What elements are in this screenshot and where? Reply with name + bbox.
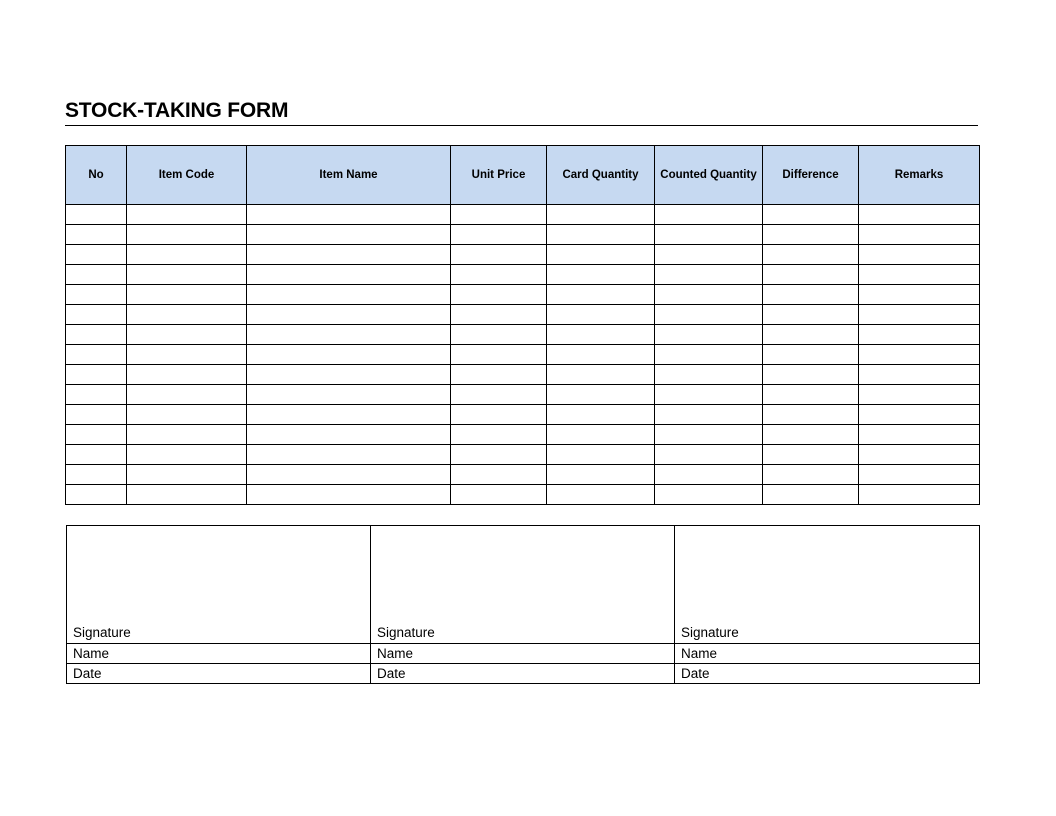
header-item-name: Item Name [247, 146, 451, 205]
table-cell[interactable] [655, 485, 763, 505]
table-cell[interactable] [547, 245, 655, 265]
table-row [66, 485, 980, 505]
header-difference: Difference [763, 146, 859, 205]
table-row [66, 425, 980, 445]
table-cell[interactable] [247, 325, 451, 345]
header-counted-quantity: Counted Quantity [655, 146, 763, 205]
header-remarks: Remarks [859, 146, 980, 205]
table-cell[interactable] [859, 425, 980, 445]
name-cell[interactable]: Name [371, 644, 675, 664]
table-cell[interactable] [127, 225, 247, 245]
table-cell[interactable] [66, 485, 127, 505]
table-cell[interactable] [66, 425, 127, 445]
table-cell[interactable] [247, 365, 451, 385]
table-cell[interactable] [547, 285, 655, 305]
table-cell[interactable] [247, 405, 451, 425]
table-cell[interactable] [66, 445, 127, 465]
table-cell[interactable] [547, 485, 655, 505]
table-cell[interactable] [763, 245, 859, 265]
table-cell[interactable] [247, 485, 451, 505]
table-cell[interactable] [127, 285, 247, 305]
signature-row [67, 526, 980, 644]
table-cell[interactable] [763, 425, 859, 445]
table-cell[interactable] [655, 405, 763, 425]
table-cell[interactable] [451, 465, 547, 485]
table-cell[interactable] [66, 225, 127, 245]
table-cell[interactable] [547, 325, 655, 345]
date-cell[interactable]: Date [67, 664, 371, 684]
table-cell[interactable] [451, 485, 547, 505]
table-cell[interactable] [655, 205, 763, 225]
table-cell[interactable] [547, 265, 655, 285]
title-divider [65, 125, 978, 126]
table-cell[interactable] [66, 365, 127, 385]
table-cell[interactable] [859, 285, 980, 305]
table-row [66, 445, 980, 465]
table-cell[interactable] [655, 225, 763, 245]
table-cell[interactable] [859, 245, 980, 265]
date-row [67, 664, 980, 684]
table-cell[interactable] [655, 245, 763, 265]
table-cell[interactable] [763, 345, 859, 365]
table-cell[interactable] [859, 345, 980, 365]
table-cell[interactable] [859, 205, 980, 225]
table-cell[interactable] [547, 385, 655, 405]
header-card-quantity: Card Quantity [547, 146, 655, 205]
table-cell[interactable] [547, 445, 655, 465]
table-cell[interactable] [547, 225, 655, 245]
table-cell[interactable] [127, 445, 247, 465]
date-cell[interactable]: Date [675, 664, 980, 684]
table-cell[interactable] [451, 245, 547, 265]
table-cell[interactable] [859, 365, 980, 385]
table-cell[interactable] [247, 285, 451, 305]
table-cell[interactable] [66, 285, 127, 305]
table-cell[interactable] [247, 205, 451, 225]
table-cell[interactable] [655, 445, 763, 465]
table-cell[interactable] [127, 205, 247, 225]
table-cell[interactable] [127, 485, 247, 505]
header-no: No [66, 146, 127, 205]
table-cell[interactable] [547, 345, 655, 365]
name-cell[interactable]: Name [67, 644, 371, 664]
table-cell[interactable] [547, 425, 655, 445]
table-cell[interactable] [763, 365, 859, 385]
table-row [66, 205, 980, 225]
signature-cell[interactable]: Signature [371, 526, 675, 644]
table-cell[interactable] [859, 265, 980, 285]
table-cell[interactable] [66, 245, 127, 265]
table-row [66, 345, 980, 365]
header-item-code: Item Code [127, 146, 247, 205]
table-cell[interactable] [451, 345, 547, 365]
signature-cell[interactable]: Signature [67, 526, 371, 644]
table-cell[interactable] [451, 325, 547, 345]
table-cell[interactable] [247, 445, 451, 465]
table-cell[interactable] [859, 305, 980, 325]
table-cell[interactable] [655, 305, 763, 325]
table-cell[interactable] [655, 385, 763, 405]
table-cell[interactable] [763, 285, 859, 305]
table-row [66, 365, 980, 385]
table-cell[interactable] [66, 305, 127, 325]
table-cell[interactable] [66, 265, 127, 285]
table-cell[interactable] [451, 205, 547, 225]
form-title: STOCK-TAKING FORM [65, 99, 289, 122]
table-cell[interactable] [655, 285, 763, 305]
table-cell[interactable] [451, 225, 547, 245]
table-cell[interactable] [451, 365, 547, 385]
table-cell[interactable] [547, 465, 655, 485]
table-cell[interactable] [859, 405, 980, 425]
table-cell[interactable] [763, 445, 859, 465]
table-header-row [66, 146, 980, 205]
table-cell[interactable] [127, 385, 247, 405]
table-cell[interactable] [763, 405, 859, 425]
table-cell[interactable] [247, 245, 451, 265]
table-cell[interactable] [859, 485, 980, 505]
name-row [67, 644, 980, 664]
table-cell[interactable] [763, 225, 859, 245]
table-cell[interactable] [859, 445, 980, 465]
table-cell[interactable] [655, 265, 763, 285]
table-cell[interactable] [859, 325, 980, 345]
table-cell[interactable] [547, 305, 655, 325]
table-cell[interactable] [247, 225, 451, 245]
table-cell[interactable] [66, 205, 127, 225]
table-row [66, 385, 980, 405]
stock-table [65, 145, 980, 505]
table-cell[interactable] [66, 345, 127, 365]
table-cell[interactable] [547, 365, 655, 385]
signature-table [66, 525, 980, 684]
table-row [66, 285, 980, 305]
table-cell[interactable] [547, 205, 655, 225]
table-cell[interactable] [247, 265, 451, 285]
table-row [66, 405, 980, 425]
table-cell[interactable] [247, 385, 451, 405]
table-cell[interactable] [127, 425, 247, 445]
table-row [66, 265, 980, 285]
table-cell[interactable] [451, 445, 547, 465]
table-cell[interactable] [547, 405, 655, 425]
name-cell[interactable]: Name [675, 644, 980, 664]
table-cell[interactable] [127, 345, 247, 365]
table-cell[interactable] [451, 385, 547, 405]
table-cell[interactable] [247, 345, 451, 365]
table-row [66, 325, 980, 345]
table-cell[interactable] [247, 465, 451, 485]
table-cell[interactable] [127, 245, 247, 265]
table-row [66, 305, 980, 325]
table-cell[interactable] [655, 325, 763, 345]
table-cell[interactable] [66, 405, 127, 425]
table-cell[interactable] [655, 345, 763, 365]
table-cell[interactable] [66, 385, 127, 405]
table-cell[interactable] [655, 465, 763, 485]
table-cell[interactable] [763, 465, 859, 485]
table-cell[interactable] [127, 305, 247, 325]
table-cell[interactable] [451, 405, 547, 425]
table-cell[interactable] [247, 425, 451, 445]
header-unit-price: Unit Price [451, 146, 547, 205]
table-cell[interactable] [763, 325, 859, 345]
table-cell[interactable] [66, 325, 127, 345]
table-cell[interactable] [66, 465, 127, 485]
signature-cell[interactable]: Signature [675, 526, 980, 644]
table-cell[interactable] [859, 465, 980, 485]
table-cell[interactable] [247, 305, 451, 325]
table-cell[interactable] [859, 385, 980, 405]
table-cell[interactable] [763, 385, 859, 405]
table-cell[interactable] [763, 265, 859, 285]
table-cell[interactable] [859, 225, 980, 245]
date-cell[interactable]: Date [371, 664, 675, 684]
stock-table-body [66, 205, 980, 505]
table-cell[interactable] [763, 305, 859, 325]
table-cell[interactable] [127, 265, 247, 285]
table-cell[interactable] [763, 205, 859, 225]
table-cell[interactable] [763, 485, 859, 505]
table-cell[interactable] [655, 365, 763, 385]
table-row [66, 225, 980, 245]
table-row [66, 465, 980, 485]
table-cell[interactable] [127, 325, 247, 345]
table-cell[interactable] [451, 265, 547, 285]
table-cell[interactable] [127, 365, 247, 385]
table-cell[interactable] [127, 405, 247, 425]
table-cell[interactable] [655, 425, 763, 445]
table-cell[interactable] [451, 305, 547, 325]
table-cell[interactable] [451, 425, 547, 445]
table-cell[interactable] [451, 285, 547, 305]
table-cell[interactable] [127, 465, 247, 485]
table-row [66, 245, 980, 265]
